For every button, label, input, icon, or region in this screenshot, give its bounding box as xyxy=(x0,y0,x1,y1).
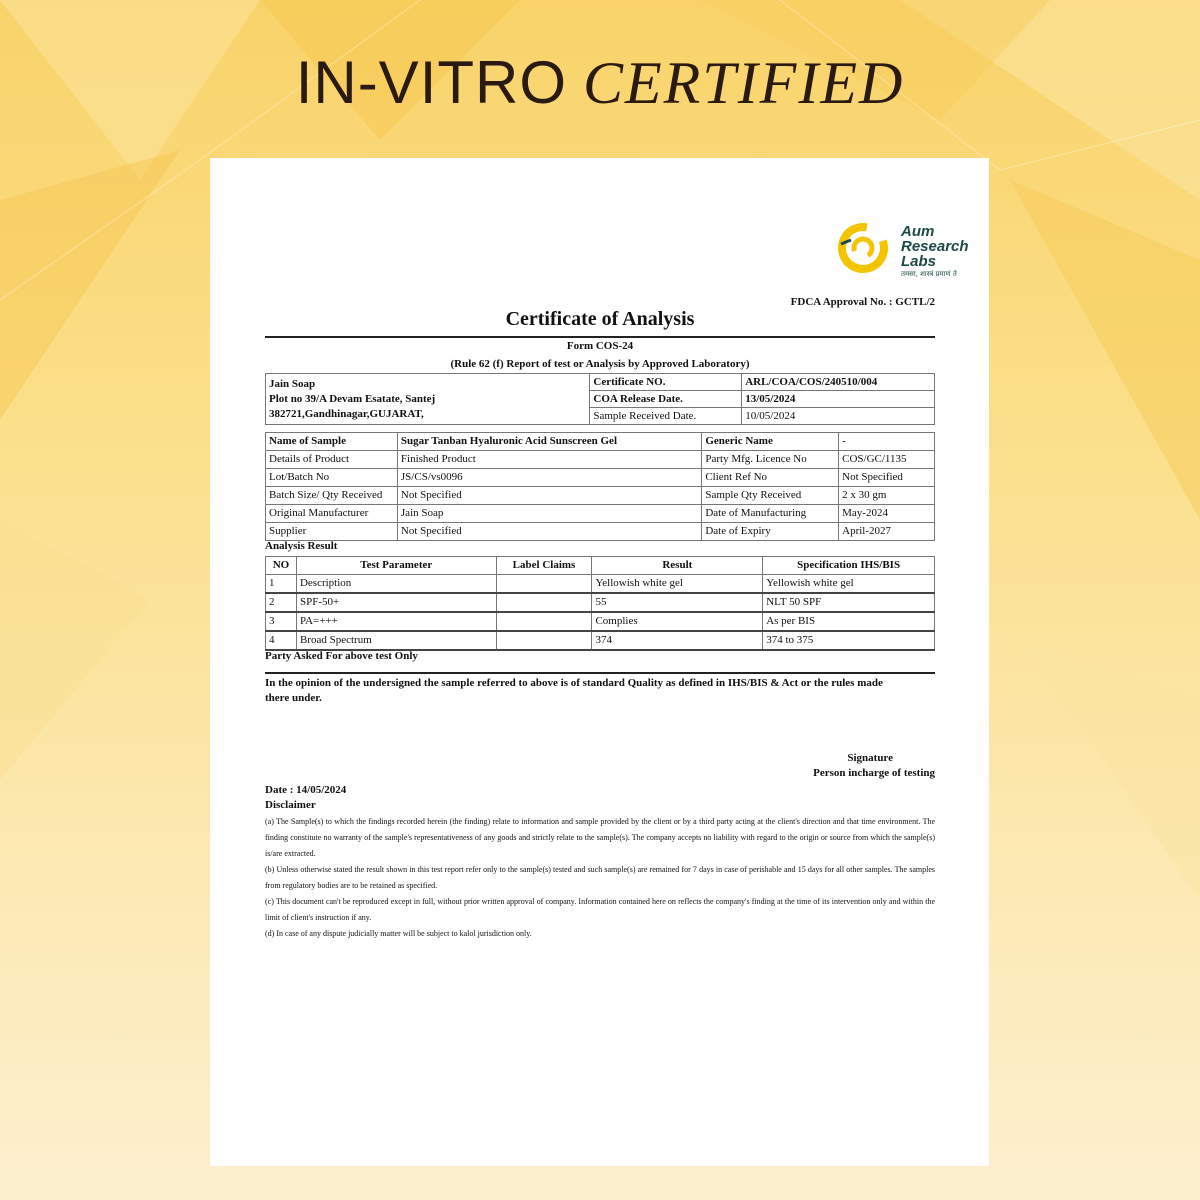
sample-label: Original Manufacturer xyxy=(266,505,398,523)
sample-value: April-2027 xyxy=(839,523,935,541)
release-date-label: COA Release Date. xyxy=(590,391,742,408)
test-no: 1 xyxy=(266,575,297,594)
certificate-no-label: Certificate NO. xyxy=(590,374,742,391)
fdca-approval: FDCA Approval No. : GCTL/2 xyxy=(790,296,935,308)
title-divider xyxy=(265,336,935,338)
test-no: 4 xyxy=(266,631,297,650)
analysis-result-label: Analysis Result xyxy=(265,540,338,552)
sample-value: Jain Soap xyxy=(397,505,701,523)
disclaimer-c: (c) This document can't be reproduced except in full, without prior written approval of company. Information contained here on reflects the company's finding at the time of its intervention only and within the limit of client's instruction if any. xyxy=(265,897,935,922)
test-specification: Yellowish white gel xyxy=(763,575,935,594)
signature-label: Signature xyxy=(847,752,893,764)
table-row xyxy=(266,523,935,541)
sample-label: Date of Expiry xyxy=(702,523,839,541)
test-result: Complies xyxy=(592,612,763,631)
form-rule: (Rule 62 (f) Report of test or Analysis by Approved Laboratory) xyxy=(450,358,750,370)
table-header-row xyxy=(266,557,935,575)
aum-circle-logo-icon xyxy=(837,222,893,278)
banner-part1: IN-VITRO xyxy=(295,49,568,116)
test-no: 3 xyxy=(266,612,297,631)
sample-details-table xyxy=(265,432,935,541)
test-parameter: Description xyxy=(296,575,496,594)
party-note: Party Asked For above test Only xyxy=(265,650,418,662)
opinion-statement: In the opinion of the undersigned the sample referred to above is of standard Quality as defined in IHS/BIS & Act or the rules made there under. xyxy=(265,677,883,704)
test-result: 374 xyxy=(592,631,763,650)
table-row xyxy=(266,575,935,594)
sample-value: Sugar Tanban Hyaluronic Acid Sunscreen Gel xyxy=(397,433,701,451)
client-table xyxy=(265,373,935,425)
signatory-title: Person incharge of testing xyxy=(813,767,935,779)
client-address-line1: Plot no 39/A Devam Esatate, Santej xyxy=(269,393,436,405)
label-claim xyxy=(496,575,592,594)
column-header: Label Claims xyxy=(496,557,592,575)
test-specification: NLT 50 SPF xyxy=(763,593,935,612)
logo-line3: Labs xyxy=(901,253,937,270)
document-title: Certificate of Analysis xyxy=(505,308,695,330)
sample-label: Sample Qty Received xyxy=(702,487,839,505)
logo-line1: Aum xyxy=(901,223,935,240)
analysis-table xyxy=(265,556,935,651)
column-header: Specification IHS/BIS xyxy=(763,557,935,575)
label-claim xyxy=(496,612,592,631)
disclaimer-title: Disclaimer xyxy=(265,799,316,811)
label-claim xyxy=(496,593,592,612)
release-date-value: 13/05/2024 xyxy=(742,391,935,408)
banner-part2: CERTIFIED xyxy=(583,50,905,116)
label-claim xyxy=(496,631,592,650)
sample-label: Name of Sample xyxy=(266,433,398,451)
sample-label: Batch Size/ Qty Received xyxy=(266,487,398,505)
test-parameter: SPF-50+ xyxy=(296,593,496,612)
client-name: Jain Soap xyxy=(269,378,316,390)
test-no: 2 xyxy=(266,593,297,612)
disclaimer-a: (a) The Sample(s) to which the findings recorded herein (the finding) relate to information and sample provided by the client or by a third party acting at the client's direction and that time environment. The finding constitute no warranty of the sample's representativeness of any goods and strictly relate to the sample(s). The company accepts no liability with regard to the origin or source from which the sample(s) is/are extracted. xyxy=(265,817,935,858)
client-address-line2: 382721,Gandhinagar,GUJARAT, xyxy=(269,408,424,420)
sample-value: - xyxy=(839,433,935,451)
disclaimer-d: (d) In case of any dispute judicially matter will be subject to kalol jurisdiction only. xyxy=(265,929,532,938)
page-banner xyxy=(0,48,1200,118)
report-date: Date : 14/05/2024 xyxy=(265,784,347,796)
table-row xyxy=(266,631,935,650)
sample-value: Not Specified xyxy=(397,523,701,541)
opinion-divider xyxy=(265,672,935,674)
sample-label: Lot/Batch No xyxy=(266,469,398,487)
test-result: 55 xyxy=(592,593,763,612)
sample-label: Party Mfg. Licence No xyxy=(702,451,839,469)
table-row xyxy=(266,505,935,523)
sample-label: Client Ref No xyxy=(702,469,839,487)
sample-value: Not Specified xyxy=(397,487,701,505)
sample-label: Date of Manufacturing xyxy=(702,505,839,523)
sample-value: COS/GC/1135 xyxy=(839,451,935,469)
column-header: Test Parameter xyxy=(296,557,496,575)
test-parameter: PA=+++ xyxy=(296,612,496,631)
test-specification: As per BIS xyxy=(763,612,935,631)
sample-value: May-2024 xyxy=(839,505,935,523)
column-header: Result xyxy=(592,557,763,575)
logo-line2: Research xyxy=(901,238,969,255)
sample-value: Finished Product xyxy=(397,451,701,469)
table-row xyxy=(266,451,935,469)
form-number: Form COS-24 xyxy=(566,340,634,352)
table-row xyxy=(266,593,935,612)
sample-label: Details of Product xyxy=(266,451,398,469)
logo-tagline: तमसा, शास्त्रं प्रमाणं ते xyxy=(901,270,957,278)
company-logo xyxy=(837,220,977,280)
test-parameter: Broad Spectrum xyxy=(296,631,496,650)
table-row xyxy=(266,469,935,487)
received-date-value: 10/05/2024 xyxy=(742,408,935,425)
certificate-no-value: ARL/COA/COS/240510/004 xyxy=(742,374,935,391)
client-address-cell xyxy=(266,374,590,425)
test-result: Yellowish white gel xyxy=(592,575,763,594)
column-header: NO xyxy=(266,557,297,575)
table-row xyxy=(266,487,935,505)
received-date-label: Sample Received Date. xyxy=(590,408,742,425)
sample-label: Generic Name xyxy=(702,433,839,451)
sample-label: Supplier xyxy=(266,523,398,541)
test-specification: 374 to 375 xyxy=(763,631,935,650)
sample-value: 2 x 30 gm xyxy=(839,487,935,505)
sample-value: Not Specified xyxy=(839,469,935,487)
certificate-document xyxy=(210,158,989,1166)
sample-value: JS/CS/vs0096 xyxy=(397,469,701,487)
table-row xyxy=(266,433,935,451)
table-row xyxy=(266,374,935,391)
disclaimer-b: (b) Unless otherwise stated the result shown in this test report refer only to the sample(s) tested and such sample(s) are remained for 7 days in case of perishable and 15 days for all other samples. The samples from regulatory bodies are to be retained as specified. xyxy=(265,865,935,890)
table-row xyxy=(266,612,935,631)
